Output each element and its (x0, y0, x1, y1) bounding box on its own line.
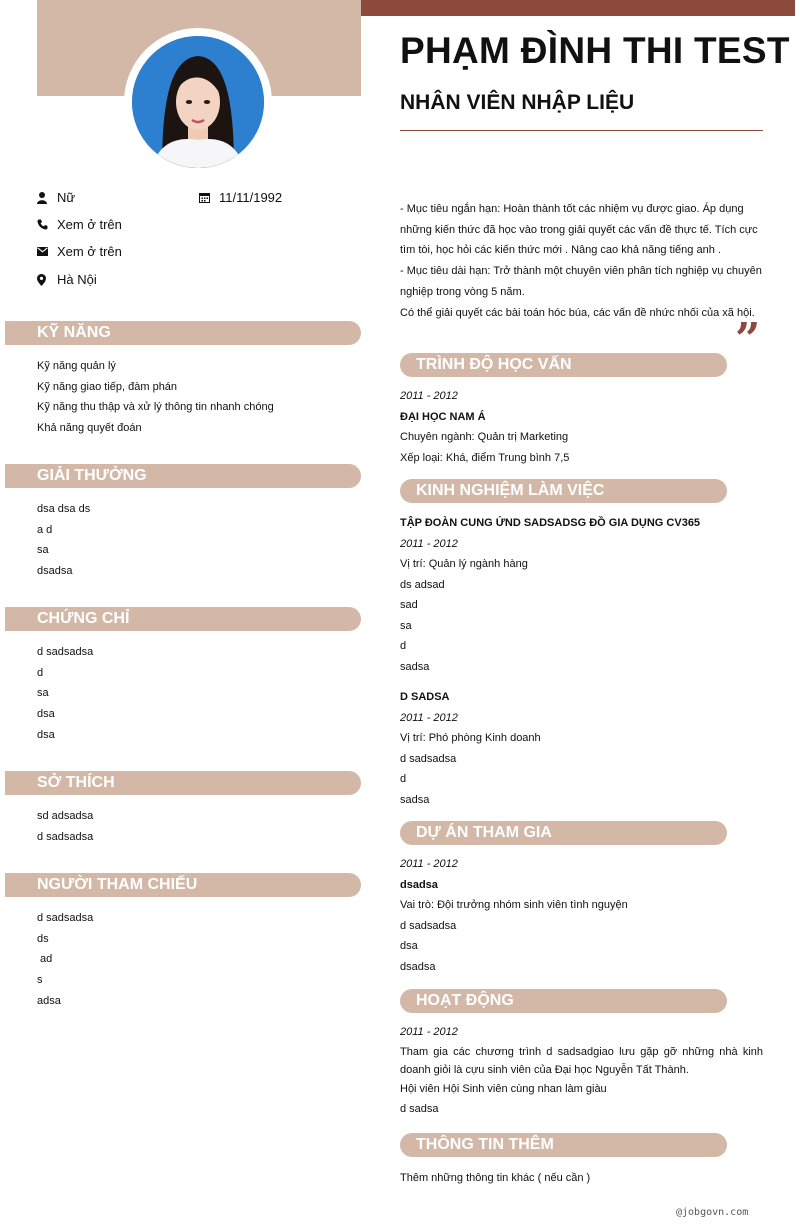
education-entry (400, 386, 763, 468)
list-item: ad (37, 953, 53, 966)
calendar-icon (199, 192, 219, 203)
experience-heading: KINH NGHIỆM LÀM VIỆC (400, 479, 727, 503)
activities-heading: HOẠT ĐỘNG (400, 989, 727, 1013)
additional-text: Thêm những thông tin khác ( nếu cần ) (400, 1172, 591, 1184)
list-item: d (400, 773, 407, 785)
candidate-name: PHẠM ĐÌNH THI TEST (400, 30, 790, 71)
gender-info (37, 190, 75, 205)
education-heading: TRÌNH ĐỘ HỌC VẤN (400, 353, 727, 377)
education-school: ĐẠI HỌC NAM Á (400, 410, 486, 423)
list-item: dsadsa (37, 565, 73, 578)
envelope-icon (37, 247, 57, 256)
education-period: 2011 - 2012 (400, 390, 458, 402)
watermark: @jobgovn.com (676, 1207, 749, 1218)
birthday-info (199, 190, 282, 205)
list-item: d sadsadsa (400, 752, 457, 765)
list-item: Kỹ năng giao tiếp, đàm phán (37, 380, 178, 393)
birthday-value: 11/11/1992 (219, 190, 283, 205)
certificates-heading: CHỨNG CHỈ (5, 607, 361, 631)
phone-info (37, 217, 122, 232)
project-entry (400, 854, 763, 977)
list-item: Hội viên Hội Sinh viên cùng nhan làm giàu (400, 1082, 607, 1095)
objective-long-term: - Mục tiêu dài hạn: Trở thành một chuyên viên phân tích nghiệp vụ chuyên nghiệp trong vòng 5 năm. (400, 265, 762, 298)
address-info (37, 272, 97, 287)
awards-list (37, 499, 90, 582)
email-info (37, 244, 122, 259)
list-item: sadsa (400, 660, 430, 673)
company-name: TẬP ĐOÀN CUNG ỨND SADSADSG ĐỒ GIA DỤNG CV365 (400, 517, 701, 529)
address-value: Hà Nội (57, 272, 97, 287)
job-period: 2011 - 2012 (400, 711, 458, 724)
list-item: adsa (37, 994, 61, 1007)
certificates-list (37, 642, 93, 745)
skills-list (37, 356, 274, 439)
quote-icon: ” (735, 314, 761, 365)
list-item: dsa (37, 708, 55, 721)
list-item: Kỹ năng thu thập và xử lý thông tin nhanh chóng (37, 401, 274, 414)
gender-value: Nữ (57, 190, 76, 205)
list-item: ds (37, 932, 49, 945)
education-grade: Xếp loại: Khá, điểm Trung bình 7,5 (400, 451, 570, 464)
list-item: sadsa (400, 793, 430, 806)
activity-description: Tham gia các chương trình d sadsadgiao lưu gặp gỡ những nhà kinh doanh giỏi là cựu sinh viên của Đại học Nguyễn Tất Thành. (400, 1045, 763, 1076)
list-item: sa (37, 544, 49, 557)
title-divider (400, 130, 763, 131)
list-item: d sadsa (400, 1103, 439, 1115)
list-item: dsa (37, 728, 55, 741)
hobbies-heading: SỞ THÍCH (5, 771, 361, 795)
project-period: 2011 - 2012 (400, 858, 458, 870)
job-period: 2011 - 2012 (400, 537, 458, 550)
job-title: NHÂN VIÊN NHẬP LIỆU (400, 91, 635, 114)
references-list (37, 908, 93, 1011)
email-value: Xem ở trên (57, 244, 122, 259)
list-item: ds adsad (400, 578, 445, 591)
company-name: D SADSA (400, 691, 450, 703)
activity-entry (400, 1022, 763, 1120)
list-item: a d (37, 523, 53, 536)
project-role: Vai trò: Đội trưởng nhóm sinh viên tình nguyện (400, 899, 628, 911)
phone-value: Xem ở trên (57, 217, 122, 232)
list-item: d (400, 640, 407, 652)
list-item: d sadsadsa (37, 912, 94, 924)
skills-heading: KỸ NĂNG (5, 321, 361, 345)
list-item: sd adsadsa (37, 810, 94, 822)
awards-heading: GIẢI THƯỞNG (5, 464, 361, 488)
additional-heading: THÔNG TIN THÊM (400, 1133, 727, 1157)
projects-heading: DỰ ÁN THAM GIA (400, 821, 727, 845)
job-position: Vị trí: Quản lý ngành hàng (400, 558, 528, 570)
portrait-image (132, 36, 264, 168)
objective-extra: Có thể giải quyết các bài toán hóc búa, các vấn đề nhức nhối của xã hội. (400, 306, 755, 319)
user-icon (37, 192, 57, 204)
job-position: Vị trí: Phó phòng Kinh doanh (400, 732, 541, 744)
list-item: s (37, 974, 43, 987)
list-item: d sadsadsa (400, 919, 457, 932)
activity-period: 2011 - 2012 (400, 1026, 458, 1038)
list-item: d (37, 666, 44, 679)
objective-short-term: - Mục tiêu ngắn hạn: Hoàn thành tốt các nhiệm vụ được giao. Áp dụng những kiến thức đã học vào trong giải quyết các vấn đề thực tế. Tích cực tìm tòi, học hỏi các kiến thức mới . Nâng cao khả năng tiếng anh . (400, 203, 758, 257)
list-item: sa (400, 619, 412, 632)
list-item: sad (400, 599, 418, 611)
list-item: dsadsa (400, 960, 436, 973)
additional-entry (400, 1168, 763, 1189)
project-name: dsadsa (400, 878, 438, 891)
references-heading: NGƯỜI THAM CHIẾU (5, 873, 361, 897)
list-item: dsa (400, 940, 418, 952)
career-objective (400, 199, 763, 323)
list-item: Khả năng quyết đoán (37, 422, 142, 435)
top-accent-bar (360, 0, 795, 16)
list-item: d sadsadsa (37, 646, 94, 658)
avatar (132, 36, 264, 168)
phone-icon (37, 219, 57, 230)
list-item: sa (37, 687, 49, 700)
hobbies-list (37, 806, 93, 847)
map-pin-icon (37, 274, 57, 286)
experience-entry-2 (400, 687, 763, 810)
list-item: dsa dsa ds (37, 503, 91, 515)
list-item: d sadsadsa (37, 830, 94, 843)
education-major: Chuyên ngành: Quản trị Marketing (400, 431, 569, 443)
list-item: Kỹ năng quản lý (37, 360, 116, 372)
experience-entry-1 (400, 513, 763, 677)
